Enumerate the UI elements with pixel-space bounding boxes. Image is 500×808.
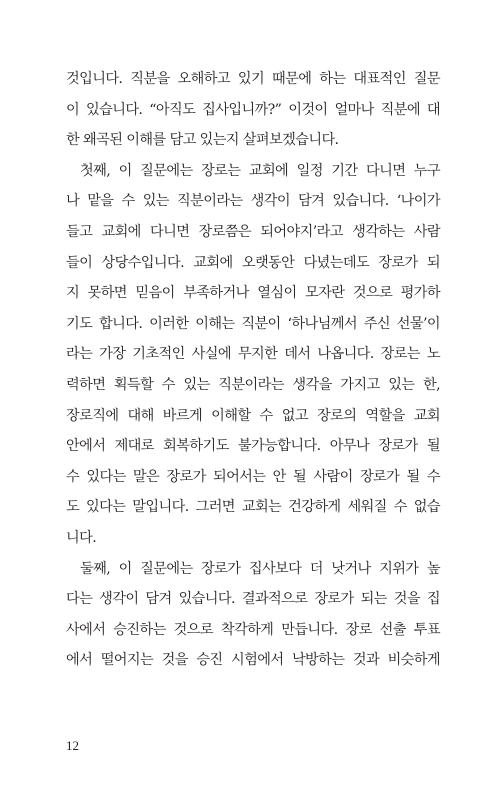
text-line: 에서 떨어지는 것을 승진 시험에서 낙방하는 것과 비슷하게 [66, 652, 440, 669]
text-line: 사에서 승진하는 것으로 착각하게 만듭니다. 장로 선출 투표 [66, 621, 440, 638]
text-line: 한 왜곡된 이해를 담고 있는지 살펴보겠습니다. [66, 132, 339, 149]
page-number: 12 [66, 738, 79, 753]
text-line: 것입니다. 직분을 오해하고 있기 때문에 하는 대표적인 질문 [66, 71, 440, 87]
text-line: 기도 합니다. 이러한 이해는 직분이 ‘하나님께서 주신 선물’이 [66, 315, 440, 332]
text-line: 다는 생각이 담겨 있습니다. 결과적으로 장로가 되는 것을 집 [66, 591, 440, 608]
text-line: 력하면 획득할 수 있는 직분이라는 생각을 가지고 있는 한, [66, 376, 440, 393]
text-line: 지 못하면 믿음이 부족하거나 열심이 모자란 것으로 평가하 [66, 285, 440, 302]
text-line: 첫째, 이 질문에는 장로는 교회에 일정 기간 다니면 누구 [80, 162, 440, 179]
text-line: 수 있다는 말은 장로가 되어서는 안 될 사람이 장로가 될 수 [66, 468, 440, 485]
text-line: 나 맡을 수 있는 직분이라는 생각이 담겨 있습니다. ‘나이가 [66, 193, 440, 210]
text-line: 장로직에 대해 바르게 이해할 수 없고 장로의 역할을 교회 [66, 407, 440, 424]
text-line: 들고 교회에 다니면 장로쯤은 되어야지’라고 생각하는 사람 [66, 223, 440, 240]
text-line: 라는 가장 기초적인 사실에 무지한 데서 나옵니다. 장로는 노 [66, 346, 440, 363]
text-line: 안에서 제대로 회복하기도 불가능합니다. 아무나 장로가 될 [66, 438, 440, 455]
text-line: 니다. [66, 529, 97, 546]
body-text [66, 64, 440, 676]
text-line: 도 있다는 말입니다. 그러면 교회는 건강하게 세워질 수 없습 [66, 499, 440, 516]
text-line: 들이 상당수입니다. 교회에 오랫동안 다녔는데도 장로가 되 [66, 254, 440, 271]
text-line: 둘째, 이 질문에는 장로가 집사보다 더 낫거나 지위가 높 [80, 560, 440, 577]
text-line: 이 있습니다. “아직도 집사입니까?” 이것이 얼마나 직분에 대 [66, 101, 440, 118]
